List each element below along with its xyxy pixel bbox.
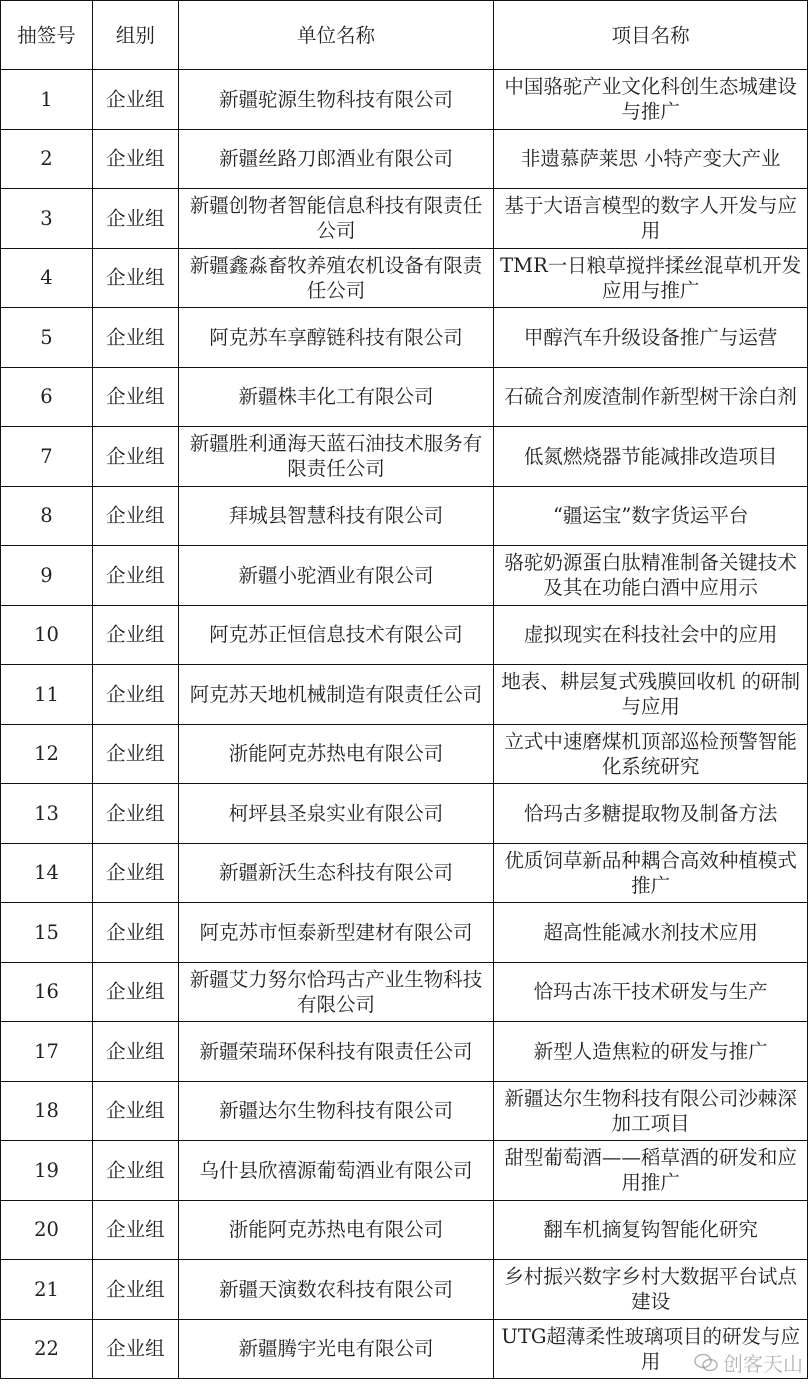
- header-project-name: 项目名称: [494, 1, 808, 70]
- cell-group: 企业组: [92, 367, 178, 427]
- cell-project-name: 超高性能减水剂技术应用: [494, 903, 808, 963]
- table-row: [1, 605, 808, 665]
- table-row: [1, 903, 808, 963]
- cell-group: 企业组: [92, 1141, 178, 1201]
- cell-group: 企业组: [92, 308, 178, 368]
- table-row: [1, 784, 808, 844]
- cell-project-name: 地表、耕层复式残膜回收机 的研制与应用: [494, 665, 808, 725]
- table-row: [1, 70, 808, 130]
- cell-draw-number: 6: [1, 367, 93, 427]
- table-row: [1, 189, 808, 249]
- cell-project-name: 优质饲草新品种耦合高效种植模式推广: [494, 843, 808, 903]
- cell-draw-number: 2: [1, 129, 93, 189]
- table-row: [1, 308, 808, 368]
- cell-group: 企业组: [92, 1319, 178, 1379]
- cell-group: 企业组: [92, 1022, 178, 1082]
- cell-draw-number: 21: [1, 1260, 93, 1320]
- table-row: [1, 1260, 808, 1320]
- cell-project-name: 骆驼奶源蛋白肽精准制备关键技术及其在功能白酒中应用示: [494, 546, 808, 606]
- cell-project-name: 石硫合剂废渣制作新型树干涂白剂: [494, 367, 808, 427]
- cell-project-name: 低氮燃烧器节能减排改造项目: [494, 427, 808, 487]
- watermark-text: 创客天山: [723, 1352, 803, 1376]
- cell-group: 企业组: [92, 129, 178, 189]
- cell-group: 企业组: [92, 784, 178, 844]
- cell-draw-number: 15: [1, 903, 93, 963]
- cell-group: 企业组: [92, 486, 178, 546]
- table-row: [1, 665, 808, 725]
- table-row: [1, 248, 808, 308]
- table-row: [1, 427, 808, 487]
- cell-project-name: 恰玛古冻干技术研发与生产: [494, 962, 808, 1022]
- cell-project-name: 基于大语言模型的数字人开发与应用: [494, 189, 808, 249]
- header-group: 组别: [92, 1, 178, 70]
- cell-group: 企业组: [92, 724, 178, 784]
- header-draw-number: 抽签号: [1, 1, 93, 70]
- table-row: [1, 1319, 808, 1379]
- cell-project-name: TMR一日粮草搅拌揉丝混草机开发应用与推广: [494, 248, 808, 308]
- cell-project-name: 乡村振兴数字乡村大数据平台试点建设: [494, 1260, 808, 1320]
- cell-unit-name: 新疆荣瑞环保科技有限责任公司: [178, 1022, 494, 1082]
- cell-group: 企业组: [92, 70, 178, 130]
- cell-unit-name: 浙能阿克苏热电有限公司: [178, 1200, 494, 1260]
- cell-unit-name: 柯坪县圣泉实业有限公司: [178, 784, 494, 844]
- cell-draw-number: 4: [1, 248, 93, 308]
- cell-unit-name: 新疆创物者智能信息科技有限责任公司: [178, 189, 494, 249]
- cell-group: 企业组: [92, 1081, 178, 1141]
- cell-draw-number: 17: [1, 1022, 93, 1082]
- cell-draw-number: 12: [1, 724, 93, 784]
- cell-unit-name: 乌什县欣禧源葡萄酒业有限公司: [178, 1141, 494, 1201]
- cell-unit-name: 新疆胜利通海天蓝石油技术服务有限责任公司: [178, 427, 494, 487]
- cell-unit-name: 阿克苏市恒泰新型建材有限公司: [178, 903, 494, 963]
- cell-group: 企业组: [92, 1200, 178, 1260]
- table-row: [1, 129, 808, 189]
- cell-project-name: 新疆达尔生物科技有限公司沙棘深加工项目: [494, 1081, 808, 1141]
- table-row: [1, 367, 808, 427]
- cell-draw-number: 5: [1, 308, 93, 368]
- header-row: [1, 1, 808, 70]
- table-row: [1, 843, 808, 903]
- cell-project-name: 非遗慕萨莱思 小特产变大产业: [494, 129, 808, 189]
- cell-group: 企业组: [92, 189, 178, 249]
- cell-unit-name: 新疆新沃生态科技有限公司: [178, 843, 494, 903]
- cell-group: 企业组: [92, 605, 178, 665]
- cell-draw-number: 20: [1, 1200, 93, 1260]
- cell-unit-name: 新疆驼源生物科技有限公司: [178, 70, 494, 130]
- cell-draw-number: 3: [1, 189, 93, 249]
- cell-project-name: 立式中速磨煤机顶部巡检预警智能化系统研究: [494, 724, 808, 784]
- cell-unit-name: 浙能阿克苏热电有限公司: [178, 724, 494, 784]
- table-row: [1, 1081, 808, 1141]
- cell-draw-number: 13: [1, 784, 93, 844]
- cell-unit-name: 新疆达尔生物科技有限公司: [178, 1081, 494, 1141]
- cell-group: 企业组: [92, 665, 178, 725]
- cell-group: 企业组: [92, 427, 178, 487]
- cell-unit-name: 新疆小驼酒业有限公司: [178, 546, 494, 606]
- cell-project-name: 甲醇汽车升级设备推广与运营: [494, 308, 808, 368]
- cell-group: 企业组: [92, 1260, 178, 1320]
- cell-draw-number: 16: [1, 962, 93, 1022]
- cell-group: 企业组: [92, 903, 178, 963]
- cell-project-name: 翻车机摘复钩智能化研究: [494, 1200, 808, 1260]
- table-row: [1, 546, 808, 606]
- cell-unit-name: 新疆鑫淼畜牧养殖农机设备有限责任公司: [178, 248, 494, 308]
- cell-project-name: “疆运宝”数字货运平台: [494, 486, 808, 546]
- cell-unit-name: 新疆天演数农科技有限公司: [178, 1260, 494, 1320]
- cell-group: 企业组: [92, 843, 178, 903]
- cell-unit-name: 阿克苏天地机械制造有限责任公司: [178, 665, 494, 725]
- cell-draw-number: 14: [1, 843, 93, 903]
- cell-group: 企业组: [92, 546, 178, 606]
- cell-unit-name: 拜城县智慧科技有限公司: [178, 486, 494, 546]
- header-unit-name: 单位名称: [178, 1, 494, 70]
- table-row: [1, 1141, 808, 1201]
- cell-draw-number: 11: [1, 665, 93, 725]
- cell-unit-name: 新疆艾力努尔恰玛古产业生物科技有限公司: [178, 962, 494, 1022]
- cell-draw-number: 8: [1, 486, 93, 546]
- cell-draw-number: 19: [1, 1141, 93, 1201]
- cell-project-name: 新型人造焦粒的研发与推广: [494, 1022, 808, 1082]
- table-row: [1, 486, 808, 546]
- cell-group: 企业组: [92, 962, 178, 1022]
- cell-project-name: 甜型葡萄酒——稻草酒的研发和应用推广: [494, 1141, 808, 1201]
- cell-project-name: 中国骆驼产业文化科创生态城建设与推广: [494, 70, 808, 130]
- cell-draw-number: 7: [1, 427, 93, 487]
- table-row: [1, 724, 808, 784]
- table-row: [1, 1200, 808, 1260]
- cell-draw-number: 9: [1, 546, 93, 606]
- table-row: [1, 1022, 808, 1082]
- cell-draw-number: 1: [1, 70, 93, 130]
- cell-project-name: 恰玛古多糖提取物及制备方法: [494, 784, 808, 844]
- cell-project-name: 虚拟现实在科技社会中的应用: [494, 605, 808, 665]
- cell-draw-number: 18: [1, 1081, 93, 1141]
- cell-unit-name: 阿克苏车享醇链科技有限公司: [178, 308, 494, 368]
- cell-draw-number: 22: [1, 1319, 93, 1379]
- cell-group: 企业组: [92, 248, 178, 308]
- cell-unit-name: 新疆丝路刀郎酒业有限公司: [178, 129, 494, 189]
- cell-project-name: UTG超薄柔性玻璃项目的研发与应用: [494, 1319, 808, 1379]
- table-row: [1, 962, 808, 1022]
- cell-unit-name: 新疆腾宇光电有限公司: [178, 1319, 494, 1379]
- cell-unit-name: 阿克苏正恒信息技术有限公司: [178, 605, 494, 665]
- cell-draw-number: 10: [1, 605, 93, 665]
- cell-unit-name: 新疆株丰化工有限公司: [178, 367, 494, 427]
